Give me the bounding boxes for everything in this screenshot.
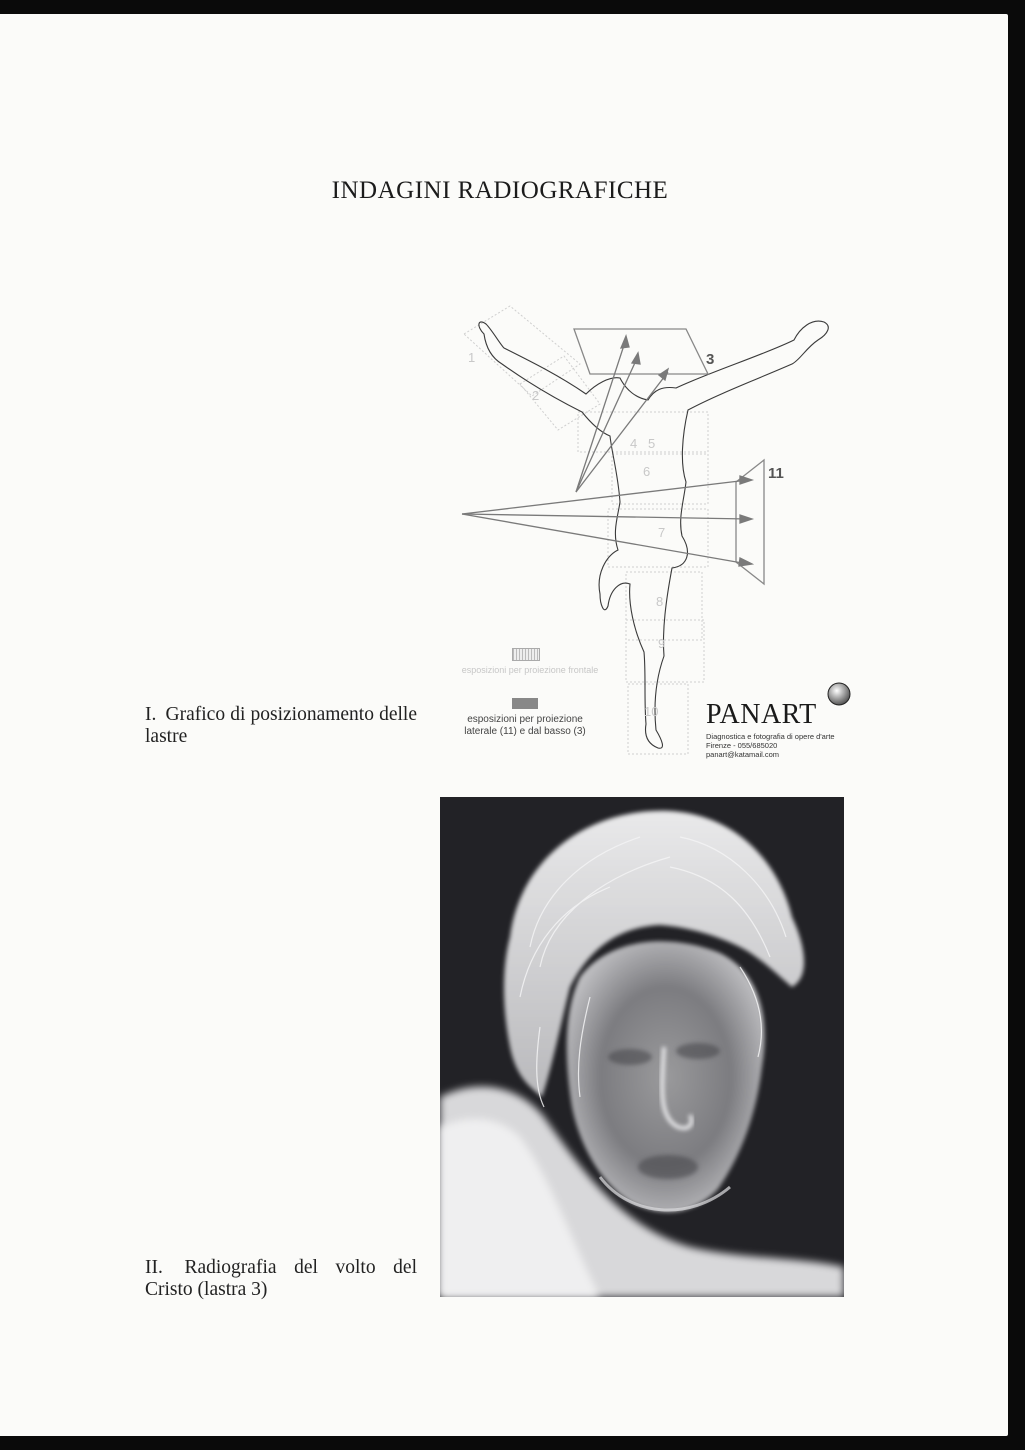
arrowhead-3c bbox=[659, 369, 668, 380]
legend-frontal-text: esposizioni per proiezione frontale bbox=[461, 665, 599, 675]
legend-lateral-text bbox=[440, 714, 610, 738]
arrow-3a bbox=[576, 339, 626, 492]
plate-9-outline bbox=[626, 620, 704, 682]
plate-label-8: 8 bbox=[656, 594, 664, 609]
lateral-projection bbox=[462, 460, 764, 584]
arrowhead-3a bbox=[621, 336, 629, 348]
plate-label-11: 11 bbox=[768, 465, 784, 482]
page bbox=[0, 14, 1008, 1436]
radiograph-image bbox=[440, 797, 844, 1297]
mouth-area bbox=[638, 1155, 698, 1179]
plate-label-6: 6 bbox=[643, 464, 651, 479]
plate-label-10: 10 bbox=[644, 704, 659, 719]
arrowhead-11a bbox=[740, 476, 752, 484]
plate-label-1: 1 bbox=[468, 350, 476, 365]
panart-line3: panart@katamail.com bbox=[706, 750, 780, 759]
page-title: INDAGINI RADIOGRAFICHE bbox=[331, 177, 669, 204]
arrow-11b bbox=[462, 514, 748, 519]
plate-1-outline bbox=[464, 306, 580, 396]
plate-outlines bbox=[464, 306, 708, 754]
right-eye bbox=[676, 1043, 720, 1059]
panart-globe-icon bbox=[826, 681, 852, 707]
positioning-diagram bbox=[440, 304, 860, 764]
panart-wordmark: PANART bbox=[706, 699, 817, 730]
figure1-caption bbox=[145, 704, 417, 748]
plate-label-7: 7 bbox=[658, 525, 666, 540]
plate-label-4: 4 bbox=[630, 436, 638, 451]
legend-lateral-line2: laterale (11) e dal basso (3) bbox=[464, 726, 586, 737]
legend-frontal-swatch bbox=[512, 648, 540, 661]
left-eye bbox=[608, 1049, 652, 1065]
figure2-caption-text: Radiografia del volto del Cristo (lastra 3) bbox=[145, 1257, 418, 1300]
legend-lateral-swatch bbox=[512, 698, 538, 709]
plate-label-2: 2 bbox=[532, 388, 540, 403]
radiograph-drawing bbox=[440, 797, 844, 1297]
arrow-11c bbox=[462, 514, 748, 564]
plate-6-outline bbox=[612, 454, 708, 504]
arrowhead-11c bbox=[739, 558, 752, 566]
panart-logo bbox=[706, 679, 866, 759]
figure2-number: II. bbox=[145, 1257, 163, 1278]
figure1-number: I. bbox=[145, 704, 157, 725]
legend-lateral-line1: esposizioni per proiezione bbox=[467, 714, 583, 725]
plate-3-outline bbox=[574, 329, 708, 374]
plate-label-3: 3 bbox=[706, 351, 715, 368]
arrowhead-11b bbox=[740, 515, 752, 523]
panart-line1: Diagnostica e fotografia di opere d'arte bbox=[706, 732, 835, 741]
plate-10-outline bbox=[628, 684, 688, 754]
figure1-caption-text: Grafico di posizionamento delle lastre bbox=[145, 704, 417, 747]
arrowhead-3b bbox=[632, 353, 640, 364]
figure2-caption bbox=[145, 1257, 417, 1301]
panart-line2: Firenze - 055/685020 bbox=[706, 741, 778, 750]
plate-label-5: 5 bbox=[648, 436, 656, 451]
plate-label-9: 9 bbox=[658, 636, 666, 651]
